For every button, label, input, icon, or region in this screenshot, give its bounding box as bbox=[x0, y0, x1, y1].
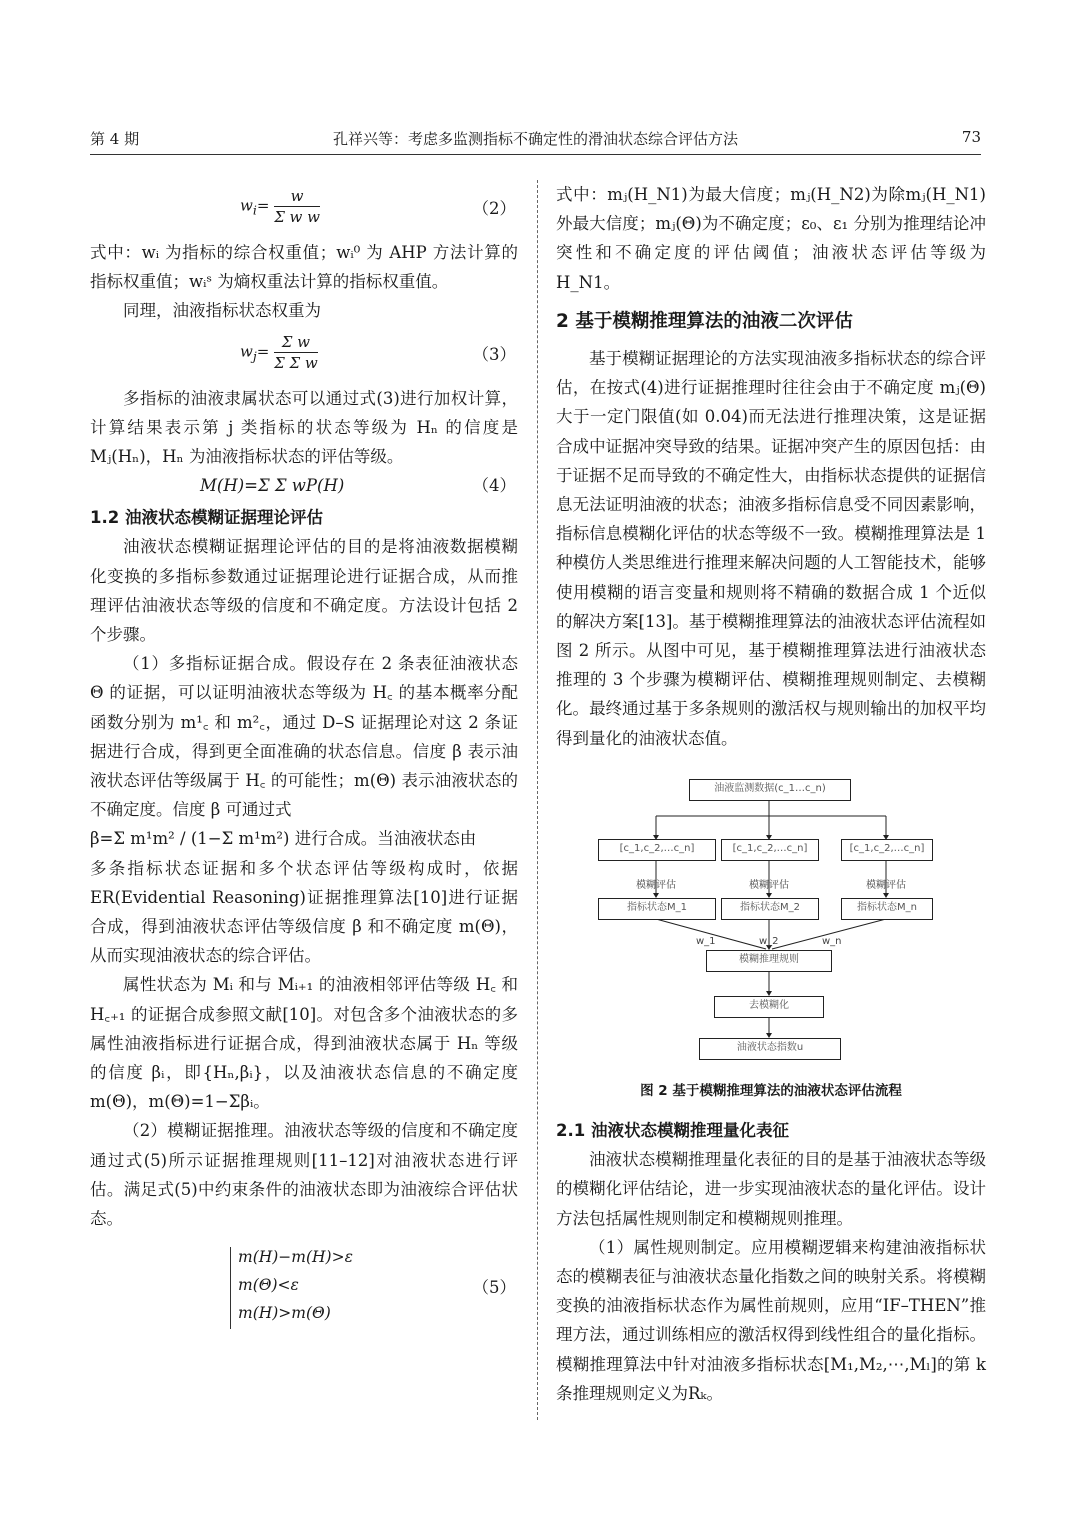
running-title: 孔祥兴等：考虑多监测指标不确定性的滑油状态综合评估方法 bbox=[332, 130, 738, 148]
paragraph: 基于模糊证据理论的方法实现油液多指标状态的综合评估，在按式(4)进行证据推理时往往会由于不确定度 mⱼ(Θ)大于一定门限值(如 0.04)而无法进行推理决策，这是证据合成中证据冲突导致的结果。证据冲突产生的原因包括：由于证据不足而导致的不确定性大，由指标状态提供的证据信息无法证明油液的状态；油液多指标信息受不同因素影响，指标信息模糊化评估的状态等级不一致。模糊推理算法是 1 种模仿人类思维进行推理来解决问题的人工智能技术，能够使用模糊的语言变量和规则将不精确的数据合成 1 个近似的解决方案[13]。基于模糊推理算法的油液状态评估流程如图 2 所示。从图中可见，基于模糊推理算法进行油液状态推理的 3 个步骤为模糊评估、模糊推理规则制定、去模糊化。最终通过基于多条规则的激活权与规则输出的加权平均得到量化的油液状态值。 bbox=[556, 349, 986, 748]
paragraph: 油液状态模糊推理量化表征的目的是基于油液状态等级的模糊化评估结论，进一步实现油液状态的量化评估。设计方法包括属性规则制定和模糊规则推理。 bbox=[556, 1150, 986, 1228]
paragraph: 式中：mⱼ(H_N1)为最大信度；mⱼ(H_N2)为除mⱼ(H_N1)外最大信度；mⱼ(Θ)为不确定度；ε₀、ε₁ 分别为推理结论冲突性和不确定度的评估阈值；油液状态评估等级为 H_N1。 bbox=[556, 185, 986, 292]
running-header bbox=[90, 128, 981, 155]
column-divider bbox=[537, 180, 538, 1420]
flow-box-indicator-group: [c_1,c_2,…c_n] bbox=[598, 839, 716, 861]
issue-number: 第 4 期 bbox=[90, 130, 140, 148]
paragraph: （1）多指标证据合成。假设存在 2 条表征油液状态 Θ 的证据，可以证明油液状态等级为 H꜀ 的基本概率分配函数分别为 m¹꜀ 和 m²꜀，通过 D–S 证据理论对这 2 条证据进行合成，得到更全面准确的状态信息。信度 β 表示油液状态评估等级属于 H꜀ 的可能性；m(Θ) 表示油液状态的不确定度。信度 β 可通过式 bbox=[90, 654, 518, 820]
flow-weight-label: w_2 bbox=[759, 935, 779, 947]
eq2-denominator: Σ w w bbox=[274, 208, 321, 226]
paragraph: （2）模糊证据推理。油液状态等级的信度和不确定度通过式(5)所示证据推理规则[11–12]对油液状态进行评估。满足式(5)中约束条件的油液状态即为油液综合评估状态。 bbox=[90, 1121, 518, 1229]
flow-label-fuzzy-eval: 模糊评估 bbox=[636, 879, 676, 891]
flow-box-defuzzification: 去模糊化 bbox=[714, 996, 824, 1018]
eq5-line: m(Θ)<ε bbox=[238, 1276, 299, 1295]
figure-caption: 图 2 基于模糊推理算法的油液状态评估流程 bbox=[640, 1082, 902, 1099]
eq3-lhs: w bbox=[240, 342, 253, 361]
paragraph: 多条指标状态证据和多个状态评估等级构成时，依据 ER(Evidential Reasoning)证据推理算法[10]进行证据合成，得到油液状态评估等级信度 β 和不确定度 m(Θ)，从而实现油液状态的综合评估。 bbox=[90, 858, 518, 966]
eq5-line: m(H)−m(H)>ε bbox=[238, 1248, 353, 1267]
eq2-lhs: w bbox=[240, 196, 253, 215]
flow-box-indicator-state: 指标状态M_n bbox=[841, 898, 933, 920]
eq2-numerator: w bbox=[274, 186, 320, 207]
equation-3: $w_j=$ $\frac{\text{Σ w}}{\text{Σ Σ w}}$ （3） bbox=[240, 332, 516, 372]
flow-box-fuzzy-rules: 模糊推理规则 bbox=[706, 950, 832, 972]
flow-box-indicator-state: 指标状态M_1 bbox=[598, 898, 716, 920]
paragraph: 式中：wᵢ 为指标的综合权重值；wᵢ⁰ 为 AHP 方法计算的指标权重值；wᵢˢ 为熵权重法计算的指标权重值。 bbox=[90, 243, 518, 292]
paragraph: 多指标的油液隶属状态可以通过式(3)进行加权计算，计算结果表示第 j 类指标的状态等级为 Hₙ 的信度是 Mⱼ(Hₙ)，Hₙ 为油液指标状态的评估等级。 bbox=[90, 388, 518, 467]
eq5-line: m(H)>m(Θ) bbox=[238, 1304, 331, 1323]
paragraph: （1）属性规则制定。应用模糊逻辑来构建油液指标状态的模糊表征与油液状态量化指数之间的映射关系。将模糊变换的油液指标状态作为属性前规则，应用“IF–THEN”推理方法，通过训练相应的激活权得到线性组合的量化指标。模糊推理算法中针对油液多指标状态[M₁,M₂,⋯,Mₗ]的第 k 条推理规则定义为Rₖ。 bbox=[556, 1237, 986, 1403]
section-heading-1-2: 1.2 油液状态模糊证据理论评估 bbox=[90, 508, 323, 528]
eq3-denominator: Σ Σ w bbox=[274, 353, 318, 372]
eq2-label: （2） bbox=[472, 199, 516, 218]
flow-box-output-index: 油液状态指数u bbox=[699, 1038, 841, 1060]
right-column bbox=[556, 180, 986, 1408]
paragraph: 油液状态模糊证据理论评估的目的是将油液数据模糊化变换的多指标参数通过证据理论进行证据合成，从而推理评估油液状态等级的信度和不确定度。方法设计包括 2 个步骤。 bbox=[90, 537, 518, 645]
paragraph: 同理，油液指标状态权重为 bbox=[123, 301, 321, 321]
eq5-brace bbox=[230, 1247, 231, 1329]
flowchart-connectors bbox=[556, 771, 986, 1071]
eq4-label: （4） bbox=[472, 476, 516, 496]
flow-box-monitoring-data: 油液监测数据(c_1…c_n) bbox=[689, 779, 851, 801]
figure-2-flowchart bbox=[556, 771, 986, 1071]
flow-box-indicator-group: [c_1,c_2,…c_n] bbox=[841, 839, 933, 861]
equation-2: $w_i=$ $\frac{w}{\text{Σ w w}}$ （2） bbox=[240, 187, 516, 226]
section-heading-2-1: 2.1 油液状态模糊推理量化表征 bbox=[556, 1121, 789, 1141]
flow-label-fuzzy-eval: 模糊评估 bbox=[866, 879, 906, 891]
paragraph: β=Σ m¹m² / (1−Σ m¹m²) 进行合成。当油液状态由 bbox=[90, 829, 477, 849]
section-heading-2: 2 基于模糊推理算法的油液二次评估 bbox=[556, 310, 853, 332]
equation-5 bbox=[90, 1243, 518, 1339]
equation-4 bbox=[90, 471, 518, 503]
eq3-numerator: Σ w bbox=[274, 332, 318, 353]
flow-weight-label: w_1 bbox=[696, 935, 716, 947]
flow-box-indicator-group: [c_1,c_2,…c_n] bbox=[721, 839, 819, 861]
left-column bbox=[90, 180, 518, 1339]
eq3-label: （3） bbox=[472, 344, 516, 364]
flow-weight-label: w_n bbox=[822, 935, 842, 947]
eq4-body: M(H)=Σ Σ wP(H) bbox=[200, 476, 345, 496]
paragraph: 属性状态为 Mᵢ 和与 Mᵢ₊₁ 的油液相邻评估等级 H꜀ 和 H꜀₊₁ 的证据合成参照文献[10]。对包含多个油液状态的多属性油液指标进行证据合成，得到油液状态属于 Hₙ 等级的信度 βᵢ，即{Hₙ,βᵢ}，以及油液状态信息的不确定度 m(Θ)，m(Θ)=1−Σβᵢ。 bbox=[90, 975, 518, 1112]
flow-label-fuzzy-eval: 模糊评估 bbox=[749, 879, 789, 891]
eq5-label: （5） bbox=[472, 1278, 516, 1298]
page-number: 73 bbox=[961, 128, 981, 146]
flow-box-indicator-state: 指标状态M_2 bbox=[721, 898, 819, 920]
